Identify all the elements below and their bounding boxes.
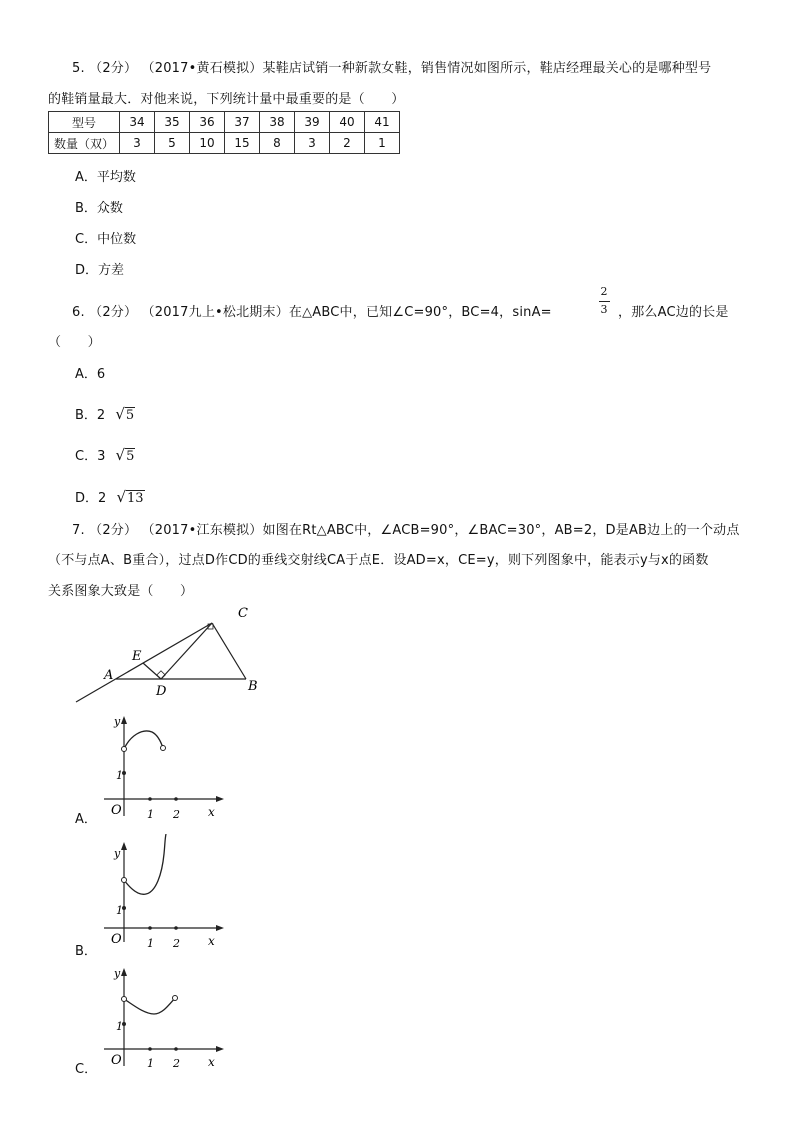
tick-one-x: 1 — [147, 937, 154, 950]
tick-one-y: 1 — [116, 769, 123, 782]
table-row — [49, 112, 400, 133]
table-cell: 36 — [190, 112, 225, 133]
graph-c — [100, 962, 230, 1072]
table-header-size: 型号 — [49, 112, 120, 133]
q6-option-a[interactable]: A．6 — [75, 367, 106, 382]
graph-a — [100, 712, 230, 824]
table-cell: 1 — [365, 133, 400, 154]
q7-option-b[interactable]: B． — [75, 944, 97, 959]
table-cell: 40 — [330, 112, 365, 133]
option-label: B．2 — [75, 408, 106, 423]
radicand: 5 — [126, 449, 135, 464]
table-cell: 39 — [295, 112, 330, 133]
axis-x-label: x — [208, 805, 215, 819]
q5-line2: 的鞋销量最大．对他来说，下列统计量中最重要的是（ ） — [48, 92, 405, 107]
table-header-count: 数量（双） — [49, 133, 120, 154]
table-cell: 8 — [260, 133, 295, 154]
table-cell: 2 — [330, 133, 365, 154]
label-b: B — [248, 679, 258, 694]
table-cell: 10 — [190, 133, 225, 154]
label-e: E — [132, 649, 142, 664]
label-d: D — [156, 684, 167, 699]
q6-line1-end: ，那么AC边的长是 — [618, 305, 729, 320]
axis-y-label: y — [114, 967, 121, 980]
label-c: C — [238, 606, 248, 621]
q7-option-c[interactable]: C． — [75, 1062, 98, 1077]
graph-b — [100, 834, 230, 950]
option-label: C．3 — [75, 449, 106, 464]
table-cell: 38 — [260, 112, 295, 133]
q6-line1-start: 6. （2分） （2017九上•松北期末）在△ABC中，已知∠C=90°，BC=4，sinA= — [72, 305, 552, 320]
q5-line1: 5. （2分） （2017•黄石模拟）某鞋店试销一种新款女鞋，销售情况如图所示，鞋店经理最关心的是哪种型号 — [72, 61, 712, 76]
q6-option-c[interactable] — [75, 445, 135, 464]
triangle-figure — [70, 602, 280, 707]
fraction-bar — [599, 301, 610, 302]
tick-one-x: 1 — [147, 1057, 154, 1070]
q7-line2: （不与点A、B重合），过点D作CD的垂线交射线CA于点E．设AD=x，CE=y，则下列图象中，能表示y与x的函数 — [48, 553, 709, 568]
q5-option-b[interactable]: B．众数 — [75, 201, 123, 216]
radicand: 13 — [127, 491, 144, 506]
tick-one-y: 1 — [116, 904, 123, 917]
q6-line2: （ ） — [48, 335, 101, 350]
table-cell: 35 — [155, 112, 190, 133]
q7-option-a[interactable]: A． — [75, 812, 97, 827]
q5-option-a[interactable]: A．平均数 — [75, 170, 136, 185]
tick-one-y: 1 — [116, 1020, 123, 1033]
tick-two-x: 2 — [173, 1057, 180, 1070]
axis-x-label: x — [208, 1055, 215, 1069]
q5-option-d[interactable]: D．方差 — [75, 263, 125, 278]
sqrt-icon: √5 — [115, 405, 135, 423]
tick-two-x: 2 — [173, 808, 180, 821]
origin-label: O — [111, 932, 122, 947]
table-cell: 37 — [225, 112, 260, 133]
axis-y-label: y — [114, 847, 121, 860]
radicand: 5 — [125, 408, 135, 423]
tick-one-x: 1 — [147, 808, 154, 821]
table-cell: 3 — [120, 133, 155, 154]
fraction-numerator: 2 — [600, 285, 608, 298]
label-a: A — [104, 668, 114, 683]
q6-option-d[interactable] — [75, 487, 145, 506]
sqrt-icon: √13 — [116, 488, 144, 506]
q5-option-c[interactable]: C．中位数 — [75, 232, 137, 247]
tick-two-x: 2 — [173, 937, 180, 950]
q7-line1: 7. （2分） （2017•江东模拟）如图在Rt△ABC中，∠ACB=90°，∠BAC=30°，AB=2，D是AB边上的一个动点 — [72, 523, 740, 538]
table-row — [49, 133, 400, 154]
option-label: D．2 — [75, 491, 107, 506]
table-cell: 3 — [295, 133, 330, 154]
fraction-denominator: 3 — [600, 303, 608, 316]
axis-y-label: y — [114, 715, 121, 728]
q5-table — [48, 111, 400, 154]
origin-label: O — [111, 1053, 122, 1068]
sqrt-icon: √5 — [115, 446, 135, 464]
origin-label: O — [111, 803, 122, 818]
q7-line3: 关系图象大致是（ ） — [48, 584, 194, 599]
table-cell: 34 — [120, 112, 155, 133]
axis-x-label: x — [208, 934, 215, 948]
table-cell: 15 — [225, 133, 260, 154]
table-cell: 41 — [365, 112, 400, 133]
q6-option-b[interactable] — [75, 404, 135, 423]
table-cell: 5 — [155, 133, 190, 154]
